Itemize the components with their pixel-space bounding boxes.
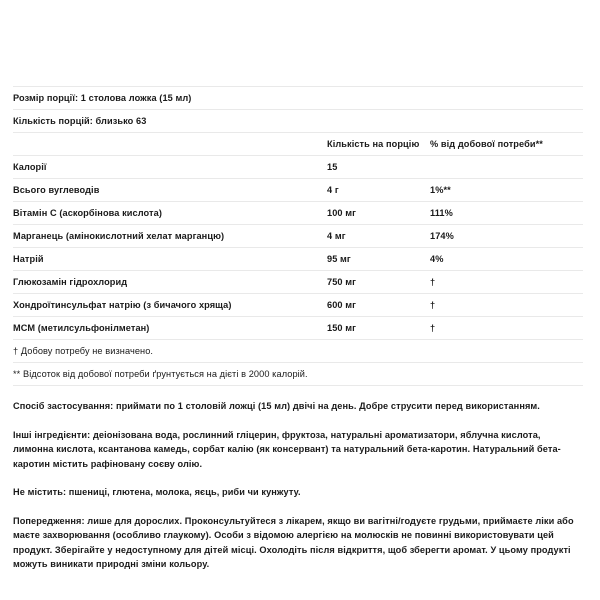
nutrient-amount: 15 <box>327 156 430 179</box>
body-copy <box>13 399 583 572</box>
nutrient-daily-value: † <box>430 294 583 317</box>
table-header-row <box>13 133 583 156</box>
table-row <box>13 156 583 179</box>
table-row <box>13 294 583 317</box>
allergen-free-paragraph: Не містить: пшениці, глютена, молока, яєць, риби чи кунжуту. <box>13 487 301 497</box>
table-bottom-rule <box>13 385 583 386</box>
nutrient-amount: 4 мг <box>327 225 430 248</box>
nutrient-daily-value: 1%** <box>430 179 583 202</box>
nutrient-amount: 100 мг <box>327 202 430 225</box>
servings-per-container-text: Кількість порцій: близько 63 <box>13 110 583 133</box>
nutrient-daily-value: 111% <box>430 202 583 225</box>
footnote-text: ** Відсоток від добової потреби ґрунтується на дієті в 2000 калорій. <box>13 363 583 386</box>
serving-size-text: Розмір порції: 1 столова ложка (15 мл) <box>13 87 583 110</box>
nutrient-name: Всього вуглеводів <box>13 179 327 202</box>
top-spacer <box>0 0 600 86</box>
nutrient-name: Глюкозамін гідрохлорид <box>13 271 327 294</box>
supplement-facts-table <box>13 86 583 385</box>
table-row <box>13 179 583 202</box>
column-header-percent-daily-value: % від добової потреби** <box>430 133 583 156</box>
table-row <box>13 225 583 248</box>
nutrient-name: Калорії <box>13 156 327 179</box>
footnote-row-dagger <box>13 340 583 363</box>
directions-paragraph: Спосіб застосування: приймати по 1 столовій ложці (15 мл) двічі на день. Добре струсити перед використанням. <box>13 401 540 411</box>
nutrient-name: Натрій <box>13 248 327 271</box>
nutrient-name: Хондроїтинсульфат натрію (з бичачого хряща) <box>13 294 327 317</box>
footnote-row-daily-value <box>13 363 583 386</box>
nutrient-amount: 95 мг <box>327 248 430 271</box>
table-row <box>13 202 583 225</box>
nutrient-name: Марганець (амінокислотний хелат марганцю) <box>13 225 327 248</box>
serving-size-row <box>13 87 583 110</box>
nutrient-daily-value: 174% <box>430 225 583 248</box>
nutrient-amount: 600 мг <box>327 294 430 317</box>
table-row <box>13 248 583 271</box>
column-header-amount-per-serving: Кількість на порцію <box>327 133 430 156</box>
other-ingredients-paragraph: Інші інгредієнти: деіонізована вода, рослинний гліцерин, фруктоза, натуральні ароматизатори, яблучна кислота, лимонна кислота, ксантанова камедь, сорбат калію (як консервант) та натуральний бета-каротин. Натуральний бета-каротин містить рафіновану соєву олію. <box>13 429 561 469</box>
column-header-name <box>13 133 327 156</box>
nutrient-name: Вітамін C (аскорбінова кислота) <box>13 202 327 225</box>
nutrient-amount: 150 мг <box>327 317 430 340</box>
table-row <box>13 271 583 294</box>
warning-paragraph: Попередження: лише для дорослих. Проконсультуйтеся з лікарем, якщо ви вагітні/годуєте грудьми, приймаєте ліки або маєте захворювання (особливо глаукому). Особи з відомою алергією на молюсків не повинні використовувати цей продукт. Зберігайте у недоступному для дітей місці. Охолодіть після відкриття, щоб зберегти аромат. У цьому продукті можуть виникати природні зміни кольору. <box>13 515 574 569</box>
footnote-text: † Добову потребу не визначено. <box>13 340 583 363</box>
nutrient-daily-value: 4% <box>430 248 583 271</box>
nutrient-amount: 750 мг <box>327 271 430 294</box>
nutrient-daily-value: † <box>430 271 583 294</box>
table-row <box>13 317 583 340</box>
nutrient-amount: 4 г <box>327 179 430 202</box>
servings-per-container-row <box>13 110 583 133</box>
nutrient-name: МСМ (метилсульфонілметан) <box>13 317 327 340</box>
nutrient-daily-value: † <box>430 317 583 340</box>
nutrient-daily-value <box>430 156 583 179</box>
